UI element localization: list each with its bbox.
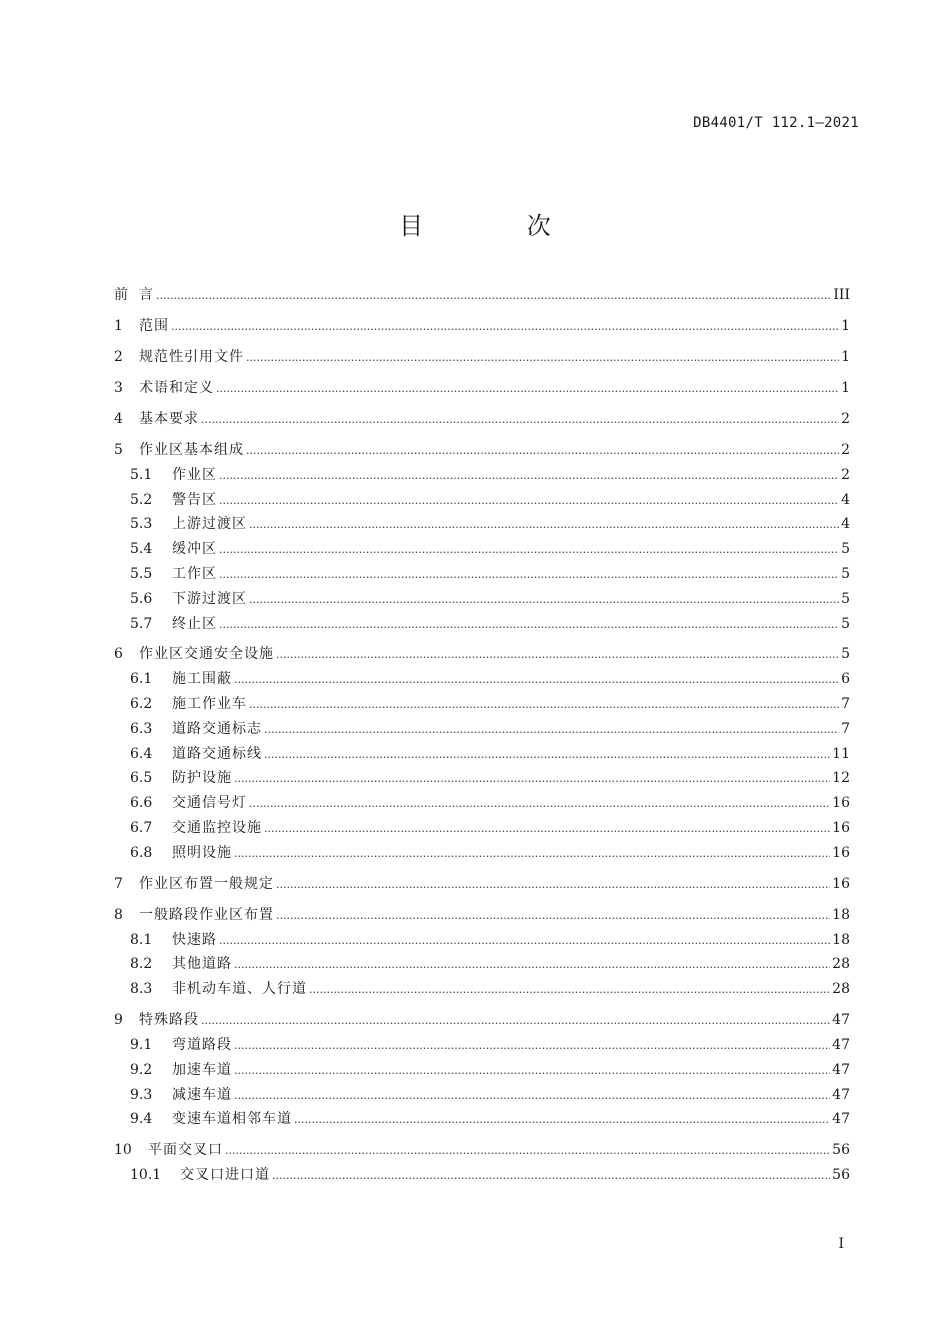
toc-entry-number: 9.3 <box>130 1086 153 1103</box>
toc-leader-dots <box>219 562 839 588</box>
toc-entry-number: 5.3 <box>130 516 153 533</box>
toc-entry-number: 6.4 <box>130 745 153 762</box>
toc-entry-number: 5.4 <box>130 541 153 558</box>
toc-entry-number: 前 <box>114 287 128 303</box>
toc-entry-number: 2 <box>114 348 123 365</box>
toc-leader-dots <box>234 1058 830 1084</box>
toc-entry-page: 18 <box>832 931 850 948</box>
toc-leader-dots <box>234 952 830 978</box>
toc-entry-page: 5 <box>841 646 850 663</box>
toc-entry[interactable] <box>114 345 850 370</box>
toc-entry-page: 5 <box>841 590 850 607</box>
toc-entry-page: 18 <box>832 906 850 923</box>
toc-entry-title: 变速车道相邻车道 <box>172 1111 292 1128</box>
toc-entry-number: 5.7 <box>130 615 153 632</box>
toc-entry-number: 7 <box>114 875 123 892</box>
toc-leader-dots <box>294 1107 830 1133</box>
toc-entry-title: 弯道路段 <box>172 1037 232 1053</box>
toc-leader-dots <box>234 667 839 693</box>
toc-entry[interactable] <box>114 692 850 717</box>
toc-entry[interactable] <box>114 717 850 742</box>
toc-entry-page: 47 <box>832 1012 850 1029</box>
toc-entry[interactable] <box>114 314 850 339</box>
toc-entry[interactable] <box>114 977 850 1002</box>
toc-entry-title: 交通信号灯 <box>172 795 247 812</box>
toc-leader-dots <box>264 717 839 743</box>
toc-entry-page: 2 <box>841 466 850 483</box>
toc-entry-number: 10 <box>114 1142 132 1159</box>
toc-leader-dots <box>216 376 839 402</box>
toc-entry-number: 6.5 <box>130 770 153 787</box>
toc-entry-title: 交叉口进口道 <box>180 1167 270 1184</box>
toc-entry-page: 16 <box>832 875 850 892</box>
toc-entry-title: 其他道路 <box>172 956 232 973</box>
toc-leader-dots <box>171 314 839 340</box>
toc-entry-page: 28 <box>832 981 850 998</box>
toc-leader-dots <box>246 438 839 464</box>
toc-entry[interactable] <box>114 587 850 612</box>
toc-entry-title: 范围 <box>139 317 169 334</box>
toc-entry-title: 警告区 <box>172 491 217 508</box>
toc-leader-dots <box>264 742 830 768</box>
toc-entry-number: 6.1 <box>130 671 153 688</box>
toc-entry-page: 1 <box>841 379 850 396</box>
toc-entry[interactable] <box>114 376 850 401</box>
toc-entry-page: 16 <box>832 820 850 837</box>
toc-entry-title: 作业区 <box>172 466 217 483</box>
toc-entry-number: 6.8 <box>130 844 153 861</box>
toc-leader-dots <box>276 903 830 929</box>
toc-entry-number: 9 <box>114 1012 123 1029</box>
toc-entry-number: 9.4 <box>130 1111 153 1128</box>
toc-entry[interactable] <box>114 667 850 692</box>
toc-entry-title: 照明设施 <box>172 844 232 861</box>
page-number: I <box>838 1236 844 1252</box>
toc-entry-page: III <box>833 287 850 303</box>
toc-leader-dots <box>219 612 839 638</box>
toc-entry-number: 9.1 <box>130 1037 153 1053</box>
toc-leader-dots <box>276 642 839 668</box>
toc-entry-title: 言 <box>139 287 154 303</box>
toc-entry-page: 4 <box>841 491 850 508</box>
toc-entry-title: 道路交通标志 <box>172 720 262 737</box>
toc-entry-title: 基本要求 <box>139 410 199 427</box>
toc-entry-number: 6 <box>114 646 123 663</box>
toc-entry-title: 非机动车道、人行道 <box>172 981 307 998</box>
toc-entry-title: 施工围蔽 <box>172 671 232 688</box>
toc-entry-page: 16 <box>832 844 850 861</box>
toc-entry-number: 6.2 <box>130 696 153 713</box>
toc-entry-title: 特殊路段 <box>139 1012 199 1029</box>
toc-entry-title: 作业区交通安全设施 <box>139 646 274 663</box>
toc-leader-dots <box>249 512 839 538</box>
toc-entry-page: 7 <box>841 720 850 737</box>
toc-entry-page: 47 <box>832 1086 850 1103</box>
toc-entry-number: 5 <box>114 441 123 458</box>
page-title: 目 次 <box>399 212 599 240</box>
toc-entry-page: 47 <box>832 1111 850 1128</box>
toc-entry-page: 56 <box>832 1142 850 1159</box>
toc-entry-page: 2 <box>841 410 850 427</box>
toc-leader-dots <box>309 977 830 1003</box>
toc-leader-dots <box>234 1083 830 1109</box>
toc-entry[interactable] <box>114 872 850 897</box>
document-code: DB4401/T 112.1—2021 <box>693 115 859 131</box>
toc-entry[interactable] <box>114 841 850 866</box>
toc-entry-title: 术语和定义 <box>139 379 214 396</box>
toc-entry[interactable] <box>114 903 850 928</box>
toc-entry-number: 3 <box>114 379 123 396</box>
toc-entry-title: 工作区 <box>172 565 217 582</box>
toc-entry[interactable] <box>114 791 850 816</box>
toc-entry-page: 6 <box>841 671 850 688</box>
toc-leader-dots <box>276 872 830 898</box>
toc-entry[interactable] <box>114 612 850 637</box>
toc-entry[interactable] <box>114 1138 850 1163</box>
toc-entry[interactable] <box>114 1008 850 1033</box>
toc-entry[interactable] <box>114 1033 850 1058</box>
toc-leader-dots <box>249 791 830 817</box>
toc-entry-number: 4 <box>114 410 123 427</box>
toc-entry[interactable] <box>114 512 850 537</box>
toc-entry-title: 减速车道 <box>172 1086 232 1103</box>
toc-entry[interactable] <box>114 438 850 463</box>
toc-entry[interactable] <box>114 562 850 587</box>
toc-leader-dots <box>234 766 830 792</box>
toc-entry-page: 4 <box>841 516 850 533</box>
toc-leader-dots <box>201 407 839 433</box>
toc-entry-page: 56 <box>832 1167 850 1184</box>
toc-entry[interactable] <box>114 283 850 308</box>
toc-leader-dots <box>156 283 831 309</box>
toc-entry-number: 5.1 <box>130 466 153 483</box>
toc-entry[interactable] <box>114 1058 850 1083</box>
toc-leader-dots <box>219 488 839 514</box>
toc-entry[interactable] <box>114 642 850 667</box>
toc-entry-title: 规范性引用文件 <box>139 348 244 365</box>
toc-leader-dots <box>201 1008 830 1034</box>
toc-entry-title: 道路交通标线 <box>172 745 262 762</box>
toc-entry-title: 缓冲区 <box>172 541 217 558</box>
toc-entry-number: 10.1 <box>130 1167 162 1184</box>
toc-entry-number: 5.5 <box>130 565 153 582</box>
toc-entry-page: 16 <box>832 795 850 812</box>
toc-entry-page: 2 <box>841 441 850 458</box>
toc-entry-page: 5 <box>841 615 850 632</box>
toc-entry[interactable] <box>114 488 850 513</box>
toc-entry[interactable] <box>114 537 850 562</box>
toc-entry[interactable] <box>114 928 850 953</box>
toc-entry-title: 作业区布置一般规定 <box>139 875 274 892</box>
toc-entry[interactable] <box>114 1163 850 1188</box>
toc-entry-page: 1 <box>841 317 850 334</box>
toc-entry-title: 作业区基本组成 <box>139 441 244 458</box>
toc-entry[interactable] <box>114 1083 850 1108</box>
toc-entry-number: 5.2 <box>130 491 153 508</box>
toc-entry-page: 47 <box>832 1037 850 1053</box>
toc-entry-page: 28 <box>832 956 850 973</box>
toc-entry-title: 终止区 <box>172 615 217 632</box>
toc-leader-dots <box>219 537 839 563</box>
toc-entry-number: 1 <box>114 317 123 334</box>
toc-entry-number: 6.3 <box>130 720 153 737</box>
toc-entry-title: 上游过渡区 <box>172 516 247 533</box>
toc-entry[interactable] <box>114 463 850 488</box>
toc-entry-title: 下游过渡区 <box>172 590 247 607</box>
toc-entry-title: 一般路段作业区布置 <box>139 906 274 923</box>
toc-entry[interactable] <box>114 952 850 977</box>
toc-entry-title: 防护设施 <box>172 770 232 787</box>
toc-leader-dots <box>219 463 839 489</box>
toc-leader-dots <box>225 1138 830 1164</box>
table-of-contents <box>114 283 850 1188</box>
toc-leader-dots <box>234 1033 830 1059</box>
toc-leader-dots <box>249 692 839 718</box>
toc-leader-dots <box>249 587 839 613</box>
toc-entry-title: 平面交叉口 <box>148 1142 223 1159</box>
toc-entry-number: 5.6 <box>130 590 153 607</box>
toc-entry[interactable] <box>114 766 850 791</box>
toc-entry-number: 8.1 <box>130 931 153 948</box>
toc-leader-dots <box>246 345 839 371</box>
toc-entry-title: 施工作业车 <box>172 696 247 713</box>
toc-entry-page: 12 <box>832 770 850 787</box>
toc-entry-title: 交通监控设施 <box>172 820 262 837</box>
toc-entry-number: 8 <box>114 906 123 923</box>
toc-entry-title: 加速车道 <box>172 1061 232 1078</box>
toc-entry-number: 8.3 <box>130 981 153 998</box>
toc-entry[interactable] <box>114 1107 850 1132</box>
toc-entry-number: 6.6 <box>130 795 153 812</box>
toc-entry-number: 9.2 <box>130 1061 153 1078</box>
toc-entry-page: 11 <box>832 745 850 762</box>
toc-leader-dots <box>272 1163 830 1189</box>
toc-leader-dots <box>234 841 830 867</box>
toc-entry-number: 6.7 <box>130 820 153 837</box>
toc-entry-page: 5 <box>841 565 850 582</box>
toc-entry-page: 5 <box>841 541 850 558</box>
toc-entry[interactable] <box>114 407 850 432</box>
toc-entry[interactable] <box>114 742 850 767</box>
toc-entry-page: 1 <box>841 348 850 365</box>
toc-entry[interactable] <box>114 816 850 841</box>
toc-entry-number: 8.2 <box>130 956 153 973</box>
toc-entry-page: 7 <box>841 696 850 713</box>
toc-entry-title: 快速路 <box>172 931 217 948</box>
toc-entry-page: 47 <box>832 1061 850 1078</box>
toc-leader-dots <box>219 928 830 954</box>
toc-leader-dots <box>264 816 830 842</box>
